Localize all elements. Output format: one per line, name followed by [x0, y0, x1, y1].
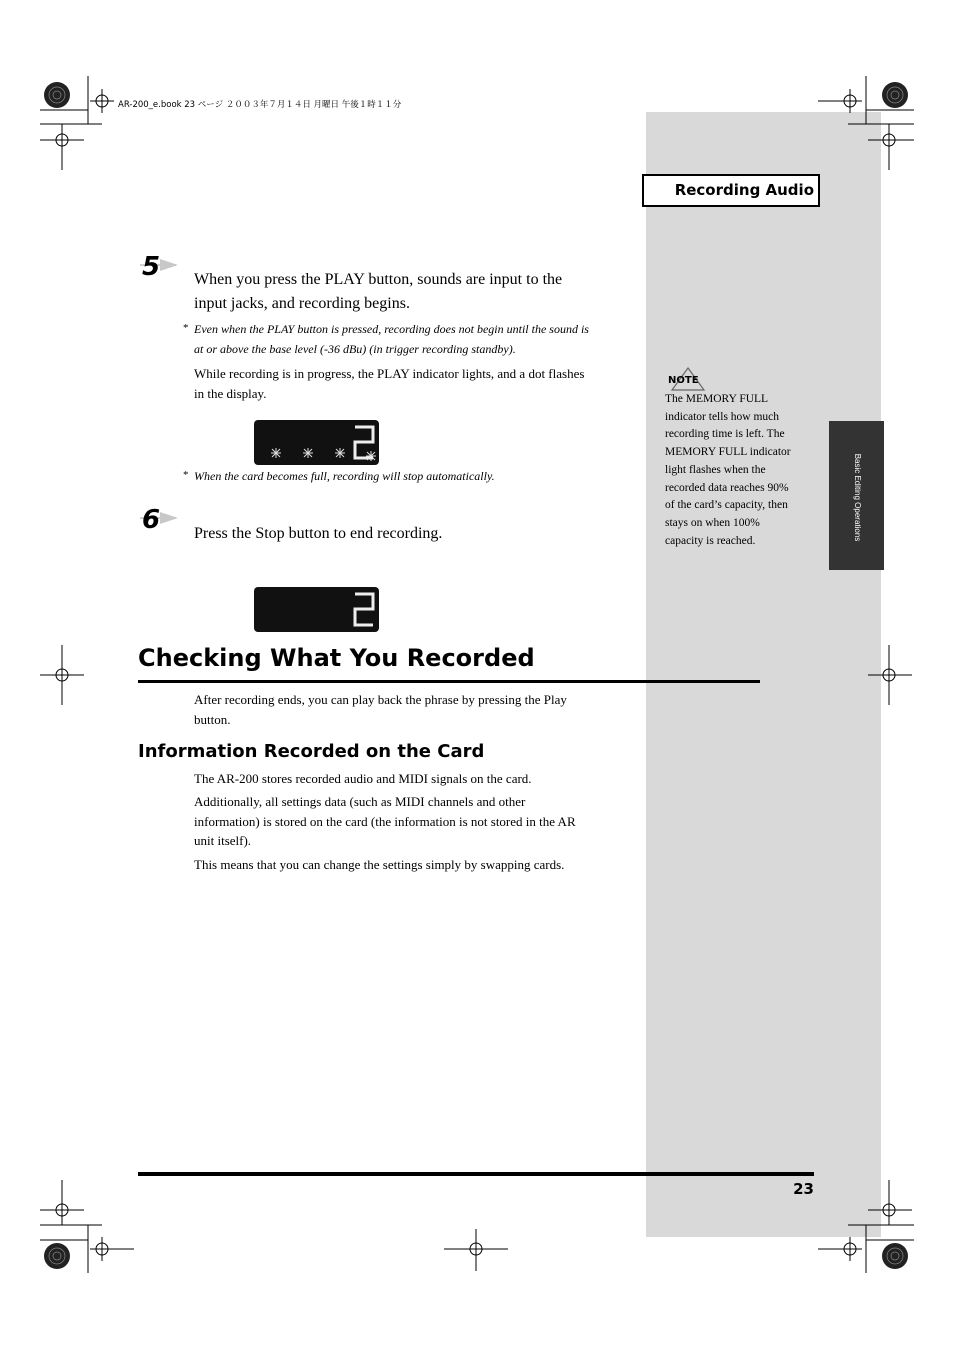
side-note-text: [665, 391, 807, 550]
info-paragraph-1: The AR-200 stores recorded audio and MIDI signals on the card.: [194, 771, 532, 786]
step-5-note-1-line-2: at or above the base level (-36 dBu) (in trigger recording standby).: [194, 342, 516, 356]
step-5-number: 5: [142, 252, 161, 282]
side-note-line: The MEMORY FULL: [665, 393, 769, 405]
side-note-line: MEMORY FULL indicator: [665, 446, 791, 459]
file-header: AR-200_e.book 23 ページ ２００３年７月１４日 月曜日 午後１時１１分: [118, 100, 402, 110]
step-5-note-2: When the card becomes full, recording will stop automatically.: [194, 469, 495, 483]
chapter-tab-label: Basic Editing Operations: [853, 453, 862, 542]
side-note-line: light flashes when the: [665, 463, 766, 476]
side-note-line: of the card’s capacity, then: [665, 499, 788, 512]
checking-paragraph-line-1: After recording ends, you can play back the phrase by pressing the Play: [194, 692, 567, 707]
step-5-paragraph: [194, 364, 634, 403]
info-paragraph-2-line-1: Additionally, all settings data (such as MIDI channels and other: [194, 794, 526, 809]
step-5-paragraph-line-1: While recording is in progress, the PLAY indicator lights, and a dot flashes: [194, 366, 585, 381]
step-5-note-1-line-1: Even when the PLAY button is pressed, recording does not begin until the sound is: [194, 322, 589, 336]
checking-paragraph: [194, 690, 634, 729]
step-5-text: [194, 268, 634, 316]
info-paragraph-2-line-2: information) is stored on the card (the information is not stored in the AR: [194, 813, 576, 829]
side-note-line: capacity is reached.: [665, 534, 756, 547]
info-paragraph-2-line-3: unit itself).: [194, 833, 252, 848]
step-6-text: Press the Stop button to end recording.: [194, 525, 443, 542]
lcd-segment-graphic-2: [254, 587, 379, 632]
lcd-display-recording: [254, 420, 379, 465]
lcd-segment-graphic: [254, 420, 379, 465]
side-note-line: recorded data reaches 90%: [665, 481, 789, 494]
heading-checking-what-you-recorded: Checking What You Recorded: [138, 644, 535, 672]
step-5-text-line-2: input jacks, and recording begins.: [194, 295, 410, 312]
checking-paragraph-line-2: button.: [194, 711, 231, 727]
side-note-line: stays on when 100%: [665, 516, 760, 529]
step-6-number: 6: [142, 505, 161, 535]
lcd-display-stopped: [254, 587, 379, 632]
side-note-line: indicator tells how much: [665, 410, 780, 423]
note-label: NOTE: [668, 375, 699, 386]
info-paragraph-3: This means that you can change the settings simply by swapping cards.: [194, 857, 565, 872]
asterisk-2: *: [183, 469, 189, 481]
info-paragraph-2: [194, 792, 634, 851]
step-5-paragraph-line-2: in the display.: [194, 385, 267, 401]
heading-rule: [138, 680, 760, 683]
footer-rule: [138, 1172, 814, 1176]
step-5-note-1: [194, 319, 634, 359]
section-title: Recording Audio: [642, 174, 820, 207]
asterisk-1: *: [183, 322, 189, 334]
step-5-text-line-1: When you press the PLAY button, sounds are input to the: [194, 271, 563, 288]
page-number: 23: [793, 1180, 814, 1198]
heading-information-recorded: Information Recorded on the Card: [138, 741, 485, 762]
side-note-line: recording time is left. The: [665, 428, 785, 441]
